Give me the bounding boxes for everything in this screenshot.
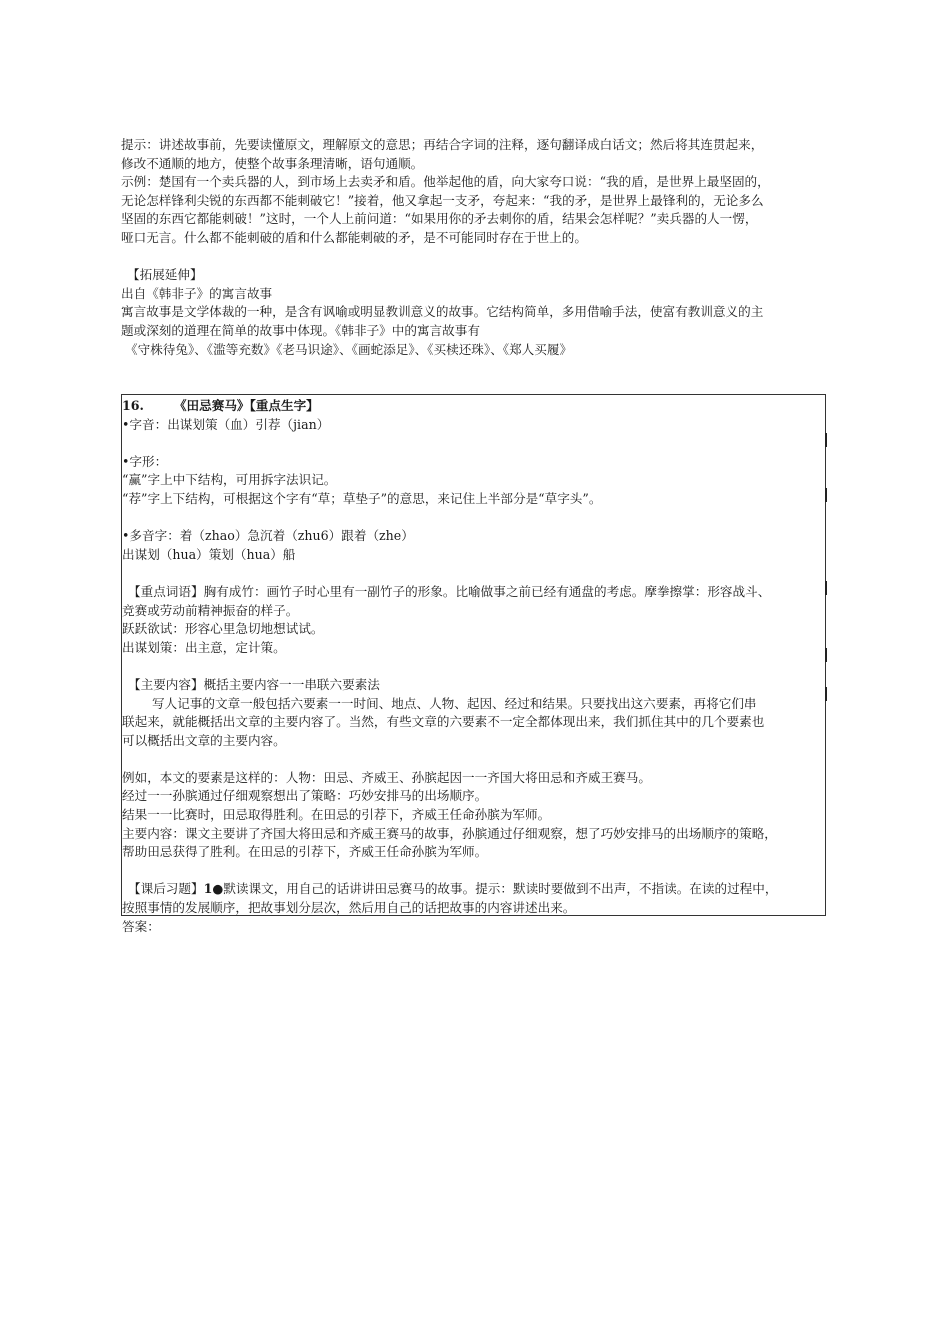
margin-mark: [825, 433, 827, 447]
extension-line: 题或深刻的道理在简单的故事中体现。《韩非子》中的寓言故事有: [121, 322, 480, 338]
extension-line: 寓言故事是文学体裁的一种，是含有讽喻或明显教训意义的故事。它结构简单，多用借喻手法，使富有教训意义的主: [121, 304, 764, 320]
margin-mark: [825, 581, 827, 595]
polyphone-line: •多音字：着（zhao）急沉着（zhu6）跟着（zhe）: [122, 528, 414, 544]
exercise-text: 默读课文，用自己的话讲讲田忌赛马的故事。提示：默读时要做到不出声，不指读。在读的过程中，: [223, 881, 778, 897]
example-line: 坚固的东西它都能刺破！”这时，一个人上前问道：“如果用你的矛去刺你的盾，结果会怎样呢？”卖兵器的人一愣，: [121, 211, 758, 227]
example-line: 无论怎样锋利尖锐的东西都不能刺破它！”接着，他又拿起一支矛，夸起来：“我的矛，是世界上最锋利的，无论多么: [121, 192, 764, 208]
hint-line: 修改不通顺的地方，使整个故事条理清晰，语句通顺。: [121, 155, 424, 171]
example-line: 结果一一比赛时，田忌取得胜利。在田忌的引荐下，齐威王任命孙膑为军师。: [122, 807, 551, 823]
exercise-line: [122, 880, 825, 899]
fable-list: 《守株待兔》、《滥等充数》《老马识途》、《画蛇添足》、《买椟还珠》、《郑人买履》: [125, 341, 573, 357]
example-line: 例如，本文的要素是这样的：人物：田忌、齐威王、孙膑起因一一齐国大将田忌和齐威王赛马。: [122, 769, 651, 785]
pronunciation-line: •字音：出谋划策（血）引荐（jian）: [122, 416, 330, 432]
example-line: 主要内容：课文主要讲了齐国大将田忌和齐威王赛马的故事，孙膑通过仔细观察，想了巧妙安排马的出场顺序的策略，: [122, 825, 777, 841]
lesson-16-box: [121, 394, 826, 934]
answer-label: 答案：: [122, 918, 160, 934]
example-line: 帮助田忌获得了胜利。在田忌的引荐下，齐威王任命孙膑为军师。: [122, 844, 488, 860]
exercise-line: 按照事情的发展顺序，把故事划分层次，然后用自己的话把故事的内容讲述出来。: [122, 900, 576, 916]
main-content-line: 写人记事的文章一般包括六要素一一时间、地点、人物、起因、经过和结果。只要找出这六要素，再将它们串: [152, 695, 757, 711]
polyphone-line: 出谋划（hua）策划（hua）船: [122, 546, 296, 562]
key-words-line: 跃跃欲试：形容心里急切地想试试。: [122, 621, 324, 637]
glyph-heading: •字形：: [122, 453, 168, 469]
exercise-heading: 【课后习题】: [128, 881, 204, 897]
exercise-number: 1●: [203, 881, 224, 897]
glyph-line: “赢”字上中下结构，可用拆字法识记。: [122, 472, 337, 488]
main-content-line: 可以概括出文章的主要内容。: [122, 732, 286, 748]
key-words-line: 竞赛或劳动前精神振奋的样子。: [122, 602, 299, 618]
main-content-line: 联起来，就能概括出文章的主要内容了。当然，有些文章的六要素不一定全都体现出来，我们抓住其中的几个要素也: [122, 714, 765, 730]
hint-line: 提示：讲述故事前，先要读懂原文，理解原文的意思；再结合字词的注释，逐句翻译成白话文；然后将其连贯起来，: [121, 137, 764, 152]
lesson-title: 《田忌赛马》【重点生字】: [173, 398, 319, 413]
extension-line: 出自《韩非子》的寓言故事: [121, 285, 273, 301]
example-line: 示例：楚国有一个卖兵器的人，到市场上去卖矛和盾。他举起他的盾，向大家夸口说：“我的盾，是世界上最坚固的，: [121, 174, 770, 190]
main-content-heading: 【主要内容】概括主要内容一一串联六要素法: [128, 676, 380, 692]
upper-text-section: [121, 136, 833, 359]
lesson-number: 16.: [122, 398, 144, 413]
key-words-line: 出谋划策：出主意，定计策。: [122, 639, 286, 655]
example-line: 经过一一孙膑通过仔细观察想出了策略：巧妙安排马的出场顺序。: [122, 788, 488, 804]
key-words-line: 【重点词语】胸有成竹：画竹子时心里有一副竹子的形象。比喻做事之前已经有通盘的考虑。摩拳擦掌：形容战斗、: [128, 583, 771, 599]
margin-mark: [825, 488, 827, 502]
margin-mark: [825, 687, 827, 701]
glyph-line: “荐”字上下结构，可根据这个字有“草；草垫子”的意思，来记住上半部分是“草字头”。: [122, 490, 602, 506]
margin-mark: [825, 648, 827, 662]
example-line: 哑口无言。什么都不能刺破的盾和什么都能刺破的矛，是不可能同时存在于世上的。: [121, 229, 587, 245]
lesson-heading: [122, 397, 825, 416]
extension-heading: 【拓展延伸】: [127, 267, 203, 283]
